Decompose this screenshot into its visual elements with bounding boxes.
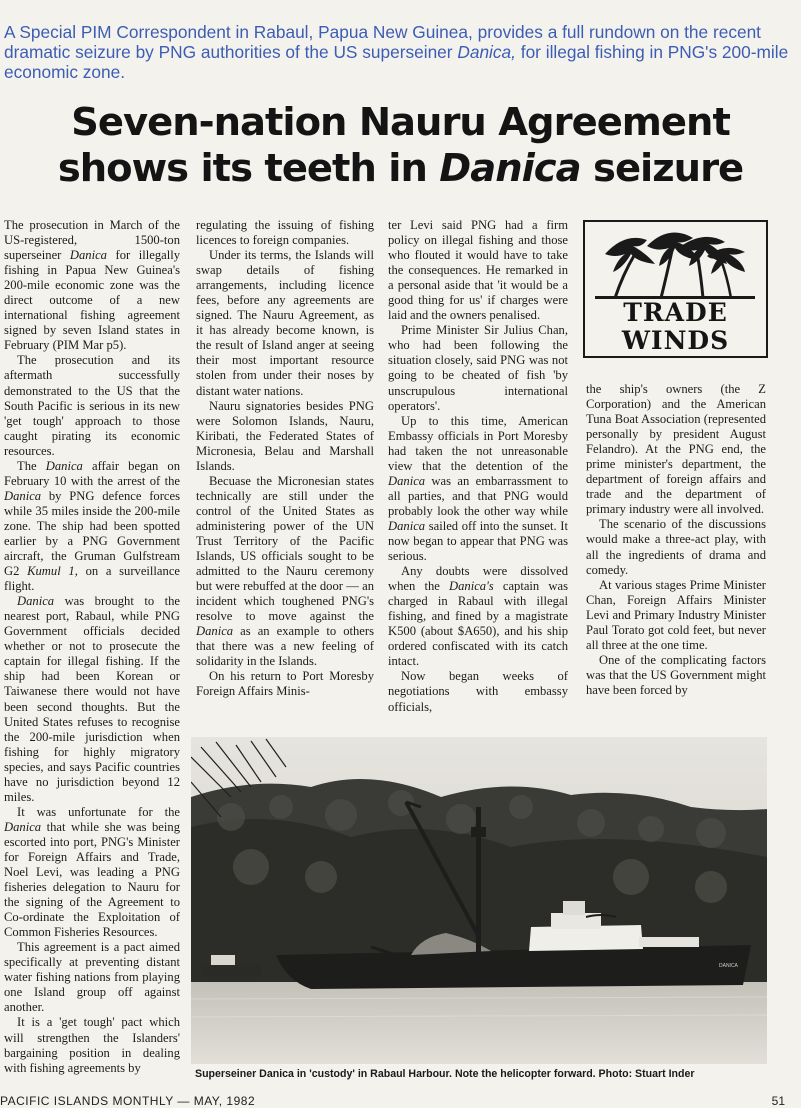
paragraph <box>196 474 374 670</box>
text-italic: Kumul 1, <box>27 564 78 579</box>
page-number: 51 <box>771 1094 785 1108</box>
text-italic: Danica <box>4 488 42 503</box>
paragraph: ter Levi said PNG had a firm policy on illegal fishing and those who flouted it would have to take the consequences. He remarked in a personal aside that 'it would be a good thing for us' if charges were laid and the owners penalised. <box>388 218 568 323</box>
paragraph: The scenario of the discussions would make a three-act play, with all the ingredients of drama and comedy. <box>586 517 766 577</box>
paragraph: regulating the issuing of fishing licences to foreign companies. <box>196 218 374 248</box>
text: was an embarrassment to all parties, and that PNG would probably look the other way while <box>388 473 568 518</box>
headline-part-end: seizure <box>580 146 744 191</box>
text-italic: Danica <box>4 819 42 834</box>
intro-vessel: Danica, <box>457 42 516 62</box>
text-italic: Danica <box>17 594 55 609</box>
intro-standfirst <box>4 22 794 82</box>
headline-part: shows its teeth in <box>57 146 440 191</box>
article-column-2 <box>196 218 374 726</box>
ship-photo-illustration <box>191 737 767 1064</box>
paragraph: Prime Minister Sir Julius Chan, who had been following the situation closely, said PNG was not going to be cheated of fish 'by unscrupulous international operators'. <box>388 323 568 413</box>
text: was brought to the nearest port, Rabaul, while PNG Government officials decided whether or not to prosecute the captain for illegal fishing. If the ship had been Korean or Taiwanese there would not have been second thoughts. But the United States refuses to recognise the 200-mile jurisdiction when fishing for highly migratory species, and says Pacific countries have no jurisdiction beyond 12 miles. <box>4 594 180 804</box>
text: Up to this time, American Embassy officials in Port Moresby had taken the not unreasonable view that the detention of the <box>388 413 568 473</box>
paragraph: the ship's owners (the Z Corporation) and the American Tuna Boat Association (represented personally by president August Felandro). At the PNG end, the prime minister's department, the department of foreign affairs and trade and the department of primary industry were all involved. <box>586 382 766 517</box>
photo-caption: Superseiner Danica in 'custody' in Rabaul Harbour. Note the helicopter forward. Photo: Stuart Inder <box>195 1068 695 1080</box>
trade-winds-logo <box>583 220 768 358</box>
paragraph: At various stages Prime Minister Chan, Foreign Affairs Minister Levi and Primary Industry Minister Paul Torato got cold feet, but never all three at the one time. <box>586 577 766 652</box>
paragraph: The prosecution and its aftermath successfully demonstrated to the US that the South Pacific is serious in its new 'get tough' approach to those caught pirating its economic resources. <box>4 353 180 458</box>
headline-line-2 <box>0 146 801 192</box>
article-column-3 <box>388 218 568 726</box>
article-column-4 <box>586 382 766 726</box>
text-italic: Danica's <box>449 579 494 594</box>
text: by PNG defence forces while 35 miles inside the 200-mile zone. The ship had been spotted earlier by a PNG Government aircraft, the Gruman Gulfstream G2 <box>4 488 180 579</box>
paragraph: One of the complicating factors was that the US Government might have been forced by <box>586 652 766 697</box>
article-column-1 <box>4 218 180 1080</box>
text: It was unfortunate for the <box>17 804 180 819</box>
paragraph: Now began weeks of negotiations with embassy officials, <box>388 669 568 714</box>
headline <box>0 100 801 192</box>
text: for illegally fishing in Papua New Guinea's 200-mile economic zone was the direct outcome of a new international fishing agreement signed by seven Island states in February (PIM Mar p5). <box>4 248 180 353</box>
headline-line-1: Seven-nation Nauru Agreement <box>71 100 730 145</box>
text: as an example to others that there was a new feeling of solidarity in the Islands. <box>196 624 374 669</box>
trade-winds-word-1: TRADE <box>623 298 728 327</box>
text: The <box>17 458 46 473</box>
page-footer <box>0 1094 801 1108</box>
harbour-water <box>191 982 767 1064</box>
paragraph <box>4 594 180 805</box>
text: The prosecution in March of the US-registered, 1500-ton superseiner <box>4 218 180 263</box>
text-italic: Danica <box>45 458 83 473</box>
text-italic: Danica <box>69 248 107 263</box>
footer-publication: PACIFIC ISLANDS MONTHLY — MAY, 1982 <box>0 1094 256 1108</box>
text-italic: Danica <box>388 473 426 488</box>
text: Any doubts were dissolved when the <box>388 564 568 594</box>
paragraph <box>388 564 568 669</box>
paragraph: Under its terms, the Islands will swap details of fishing arrangements, including licence fees, before any agreements are signed. The Nauru Agreement, as it has already become known, is the result of Island anger at seeing their most important resource stolen from under their noses by distant water nations. <box>196 248 374 398</box>
paragraph <box>4 805 180 940</box>
intro-text-end: for illegal fishing in PNG's 200-mile economic zone. <box>4 42 789 82</box>
text: sailed off into the sunset. It now began to appear that PNG was serious. <box>388 518 568 564</box>
text-italic: Danica <box>388 518 426 533</box>
text: captain was charged in Rabaul with illegal fishing, and fined by a magistrate K500 (about $A650), and his ship ordered confiscated with its catch intact. <box>388 579 568 669</box>
paragraph <box>388 414 568 564</box>
text-italic: Danica <box>196 624 234 639</box>
paragraph <box>4 459 180 594</box>
paragraph <box>4 218 180 353</box>
text: that while she was being escorted into port, PNG's Minister for Foreign Affairs and Trade, Noel Levi, was leading a PNG fisheries delegation to Nauru for the signing of the Agreement to Co-ordinate the Exploitation of Common Fisheries Resources. <box>4 819 180 940</box>
paragraph: It is a 'get tough' pact which will strengthen the Islanders' bargaining position in dealing with fishing agreements by <box>4 1015 180 1075</box>
palm-trees-icon <box>585 224 766 304</box>
headline-vessel: Danica <box>439 146 581 191</box>
intro-text: A Special PIM Correspondent in Rabaul, Papua New Guinea, provides a full rundown on the recent dramatic seizure by PNG authorities of the US superseiner <box>4 22 761 62</box>
ship-hull-name: DANICA <box>719 963 738 969</box>
text: affair began on February 10 with the arrest of the <box>4 458 180 488</box>
harbour-photo <box>191 737 767 1064</box>
text: on a surveillance flight. <box>4 564 180 594</box>
paragraph: On his return to Port Moresby Foreign Affairs Minis- <box>196 669 374 699</box>
text: Becuase the Micronesian states technically are still under the control of the United States as administering power of the UN Trust Territory of the Pacific Islands, US officials sought to be admitted to the Nauru ceremony but were rebuffed at the door — an incident which toughened PNG's resolve to move against the <box>196 473 374 624</box>
trade-winds-word-2: WINDS <box>621 326 730 355</box>
paragraph: Nauru signatories besides PNG were Solomon Islands, Nauru, Kiribati, the Federated States of Micronesia, Belau and Marshall Islands. <box>196 398 374 473</box>
paragraph: This agreement is a pact aimed specifically at preventing distant water fishing nations from playing one Island group off against another. <box>4 940 180 1015</box>
